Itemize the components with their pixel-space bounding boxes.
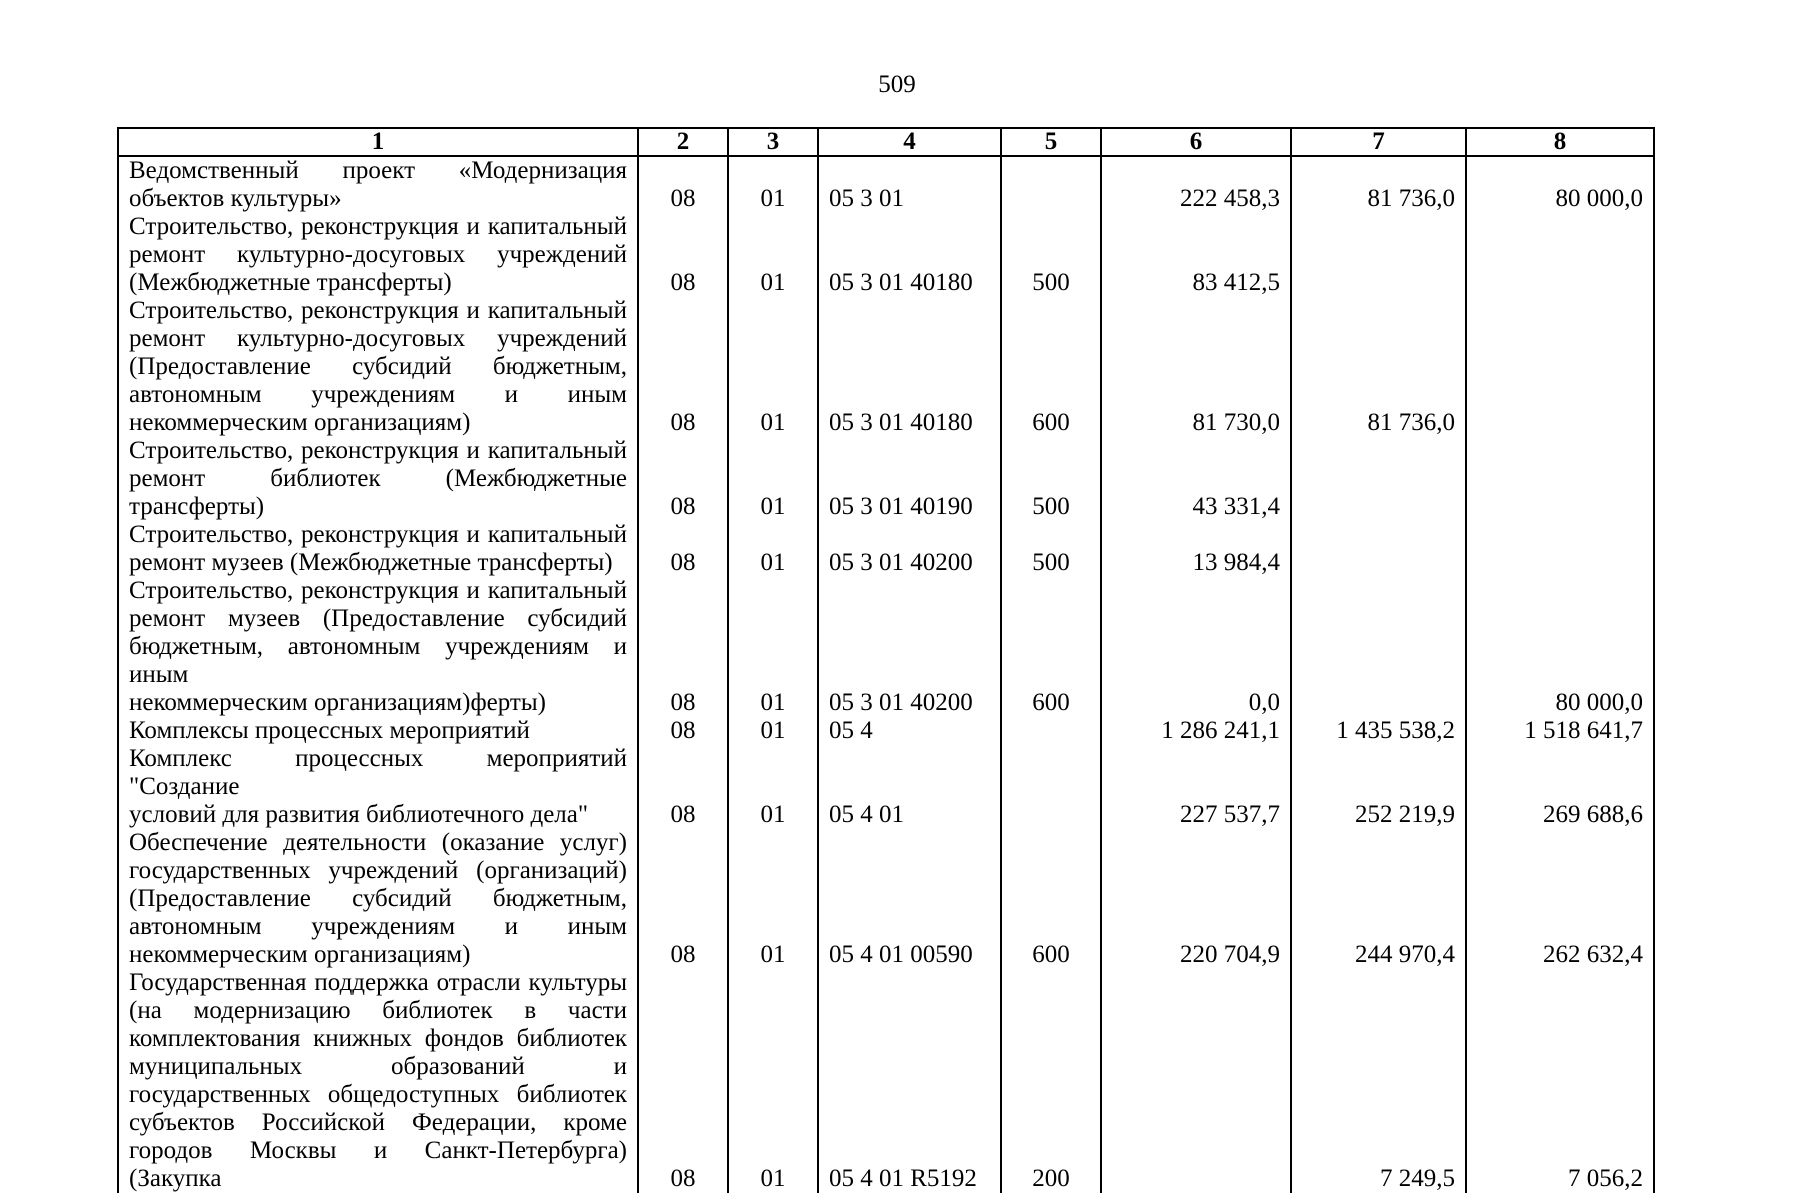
- amount-col-6: 81 730,0: [1101, 297, 1291, 437]
- amount-col-7: [1291, 521, 1466, 577]
- subsection-code: 01: [728, 745, 818, 829]
- description-line: ремонт культурно-досуговых учреждений: [129, 241, 627, 268]
- description-line: Строительство, реконструкция и капитальный: [129, 213, 627, 240]
- amount-col-8: 80 000,0: [1466, 156, 1654, 213]
- table-row: [118, 577, 1654, 717]
- description-line: ремонт музеев (Межбюджетные трансферты): [129, 549, 613, 576]
- subsection-code: 01: [728, 717, 818, 745]
- table-row: [118, 297, 1654, 437]
- amount-col-7: 244 970,4: [1291, 829, 1466, 969]
- expense-type-code: [1001, 156, 1101, 213]
- amount-col-8: [1466, 297, 1654, 437]
- description-line: объектов культуры»: [129, 185, 342, 212]
- target-article-code: 05 4 01: [818, 745, 1001, 829]
- amount-col-6: 1 286 241,1: [1101, 717, 1291, 745]
- description-line: ремонт культурно-досуговых учреждений: [129, 325, 627, 352]
- subsection-code: 01: [728, 437, 818, 521]
- amount-col-7: 81 736,0: [1291, 297, 1466, 437]
- description-line: Строительство, реконструкция и капитальный: [129, 577, 627, 604]
- section-code: 08: [638, 969, 728, 1193]
- page-number: 509: [878, 71, 916, 98]
- description-line: муниципальных образований и: [129, 1053, 627, 1080]
- column-header-5: 5: [1001, 128, 1101, 156]
- table-row: [118, 717, 1654, 745]
- subsection-code: 01: [728, 829, 818, 969]
- row-description: [118, 969, 638, 1193]
- section-code: 08: [638, 745, 728, 829]
- amount-col-6: 222 458,3: [1101, 156, 1291, 213]
- subsection-code: 01: [728, 577, 818, 717]
- subsection-code: 01: [728, 297, 818, 437]
- column-header-7: 7: [1291, 128, 1466, 156]
- description-line: некоммерческим организациям): [129, 409, 471, 436]
- section-code: 08: [638, 156, 728, 213]
- expense-type-code: 200: [1001, 969, 1101, 1193]
- description-line: Государственная поддержка отрасли культуры: [129, 969, 627, 996]
- description-line: ремонт библиотек (Межбюджетные: [129, 465, 627, 492]
- amount-col-7: [1291, 213, 1466, 297]
- target-article-code: 05 4: [818, 717, 1001, 745]
- amount-col-6: 43 331,4: [1101, 437, 1291, 521]
- section-code: 08: [638, 297, 728, 437]
- section-code: 08: [638, 829, 728, 969]
- amount-col-7: [1291, 437, 1466, 521]
- budget-table: [117, 127, 1655, 1193]
- description-line: автономным учреждениям и иным: [129, 913, 627, 940]
- description-line: (Предоставление субсидий бюджетным,: [129, 353, 627, 380]
- target-article-code: 05 3 01 40180: [818, 213, 1001, 297]
- row-description: [118, 437, 638, 521]
- section-code: 08: [638, 577, 728, 717]
- row-description: [118, 717, 638, 745]
- description-line: государственных учреждений (организаций): [129, 857, 627, 884]
- amount-col-6: 13 984,4: [1101, 521, 1291, 577]
- description-line: Обеспечение деятельности (оказание услуг): [129, 829, 627, 856]
- target-article-code: 05 3 01 40180: [818, 297, 1001, 437]
- table-row: [118, 829, 1654, 969]
- target-article-code: 05 3 01 40200: [818, 577, 1001, 717]
- table-row: [118, 521, 1654, 577]
- amount-col-6: [1101, 969, 1291, 1193]
- row-description: [118, 156, 638, 213]
- amount-col-6: 227 537,7: [1101, 745, 1291, 829]
- table-row: [118, 437, 1654, 521]
- expense-type-code: [1001, 745, 1101, 829]
- table-body: [118, 156, 1654, 1193]
- target-article-code: 05 4 01 00590: [818, 829, 1001, 969]
- column-header-4: 4: [818, 128, 1001, 156]
- description-line: городов Москвы и Санкт-Петербурга) (Закупка: [129, 1137, 627, 1192]
- description-line: (Предоставление субсидий бюджетным,: [129, 885, 627, 912]
- table-row: [118, 969, 1654, 1193]
- table-row: [118, 745, 1654, 829]
- subsection-code: 01: [728, 969, 818, 1193]
- section-code: 08: [638, 437, 728, 521]
- subsection-code: 01: [728, 521, 818, 577]
- description-line: Строительство, реконструкция и капитальный: [129, 521, 627, 548]
- amount-col-7: 81 736,0: [1291, 156, 1466, 213]
- column-header-8: 8: [1466, 128, 1654, 156]
- budget-table-container: [117, 127, 1653, 1192]
- amount-col-7: 7 249,5: [1291, 969, 1466, 1193]
- description-line: Комплексы процессных мероприятий: [129, 717, 530, 744]
- amount-col-6: 83 412,5: [1101, 213, 1291, 297]
- description-line: (на модернизацию библиотек в части: [129, 997, 627, 1024]
- row-description: [118, 829, 638, 969]
- amount-col-7: 1 435 538,2: [1291, 717, 1466, 745]
- amount-col-8: [1466, 521, 1654, 577]
- amount-col-6: 220 704,9: [1101, 829, 1291, 969]
- subsection-code: 01: [728, 213, 818, 297]
- amount-col-7: [1291, 577, 1466, 717]
- section-code: 08: [638, 717, 728, 745]
- row-description: [118, 745, 638, 829]
- expense-type-code: 600: [1001, 297, 1101, 437]
- description-line: Комплекс процессных мероприятий "Создание: [129, 745, 627, 800]
- expense-type-code: 500: [1001, 437, 1101, 521]
- description-line: (Межбюджетные трансферты): [129, 269, 452, 296]
- amount-col-7: 252 219,9: [1291, 745, 1466, 829]
- description-line: Ведомственный проект «Модернизация: [129, 157, 627, 184]
- description-line: комплектования книжных фондов библиотек: [129, 1025, 627, 1052]
- target-article-code: 05 3 01 40200: [818, 521, 1001, 577]
- row-description: [118, 577, 638, 717]
- section-code: 08: [638, 213, 728, 297]
- subsection-code: 01: [728, 156, 818, 213]
- description-line: ремонт музеев (Предоставление субсидий: [129, 605, 627, 632]
- table-row: [118, 156, 1654, 213]
- amount-col-8: 262 632,4: [1466, 829, 1654, 969]
- table-row: [118, 213, 1654, 297]
- column-header-3: 3: [728, 128, 818, 156]
- target-article-code: 05 4 01 R5192: [818, 969, 1001, 1193]
- column-header-6: 6: [1101, 128, 1291, 156]
- description-line: бюджетным, автономным учреждениям и иным: [129, 633, 627, 688]
- description-line: трансферты): [129, 493, 265, 520]
- description-line: автономным учреждениям и иным: [129, 381, 627, 408]
- section-code: 08: [638, 521, 728, 577]
- amount-col-8: [1466, 437, 1654, 521]
- expense-type-code: 600: [1001, 829, 1101, 969]
- description-line: государственных общедоступных библиотек: [129, 1081, 627, 1108]
- target-article-code: 05 3 01 40190: [818, 437, 1001, 521]
- row-description: [118, 521, 638, 577]
- amount-col-8: 1 518 641,7: [1466, 717, 1654, 745]
- column-header-2: 2: [638, 128, 728, 156]
- description-line: условий для развития библиотечного дела": [129, 801, 589, 828]
- expense-type-code: [1001, 717, 1101, 745]
- description-line: Строительство, реконструкция и капитальный: [129, 297, 627, 324]
- table-header-row: [118, 128, 1654, 156]
- amount-col-8: 80 000,0: [1466, 577, 1654, 717]
- column-header-1: 1: [118, 128, 638, 156]
- target-article-code: 05 3 01: [818, 156, 1001, 213]
- amount-col-8: [1466, 213, 1654, 297]
- expense-type-code: 500: [1001, 521, 1101, 577]
- description-line: субъектов Российской Федерации, кроме: [129, 1109, 627, 1136]
- expense-type-code: 600: [1001, 577, 1101, 717]
- expense-type-code: 500: [1001, 213, 1101, 297]
- row-description: [118, 213, 638, 297]
- description-line: некоммерческим организациям): [129, 941, 471, 968]
- description-line: Строительство, реконструкция и капитальный: [129, 437, 627, 464]
- row-description: [118, 297, 638, 437]
- amount-col-6: 0,0: [1101, 577, 1291, 717]
- description-line: некоммерческим организациям)ферты): [129, 689, 546, 716]
- amount-col-8: 7 056,2: [1466, 969, 1654, 1193]
- amount-col-8: 269 688,6: [1466, 745, 1654, 829]
